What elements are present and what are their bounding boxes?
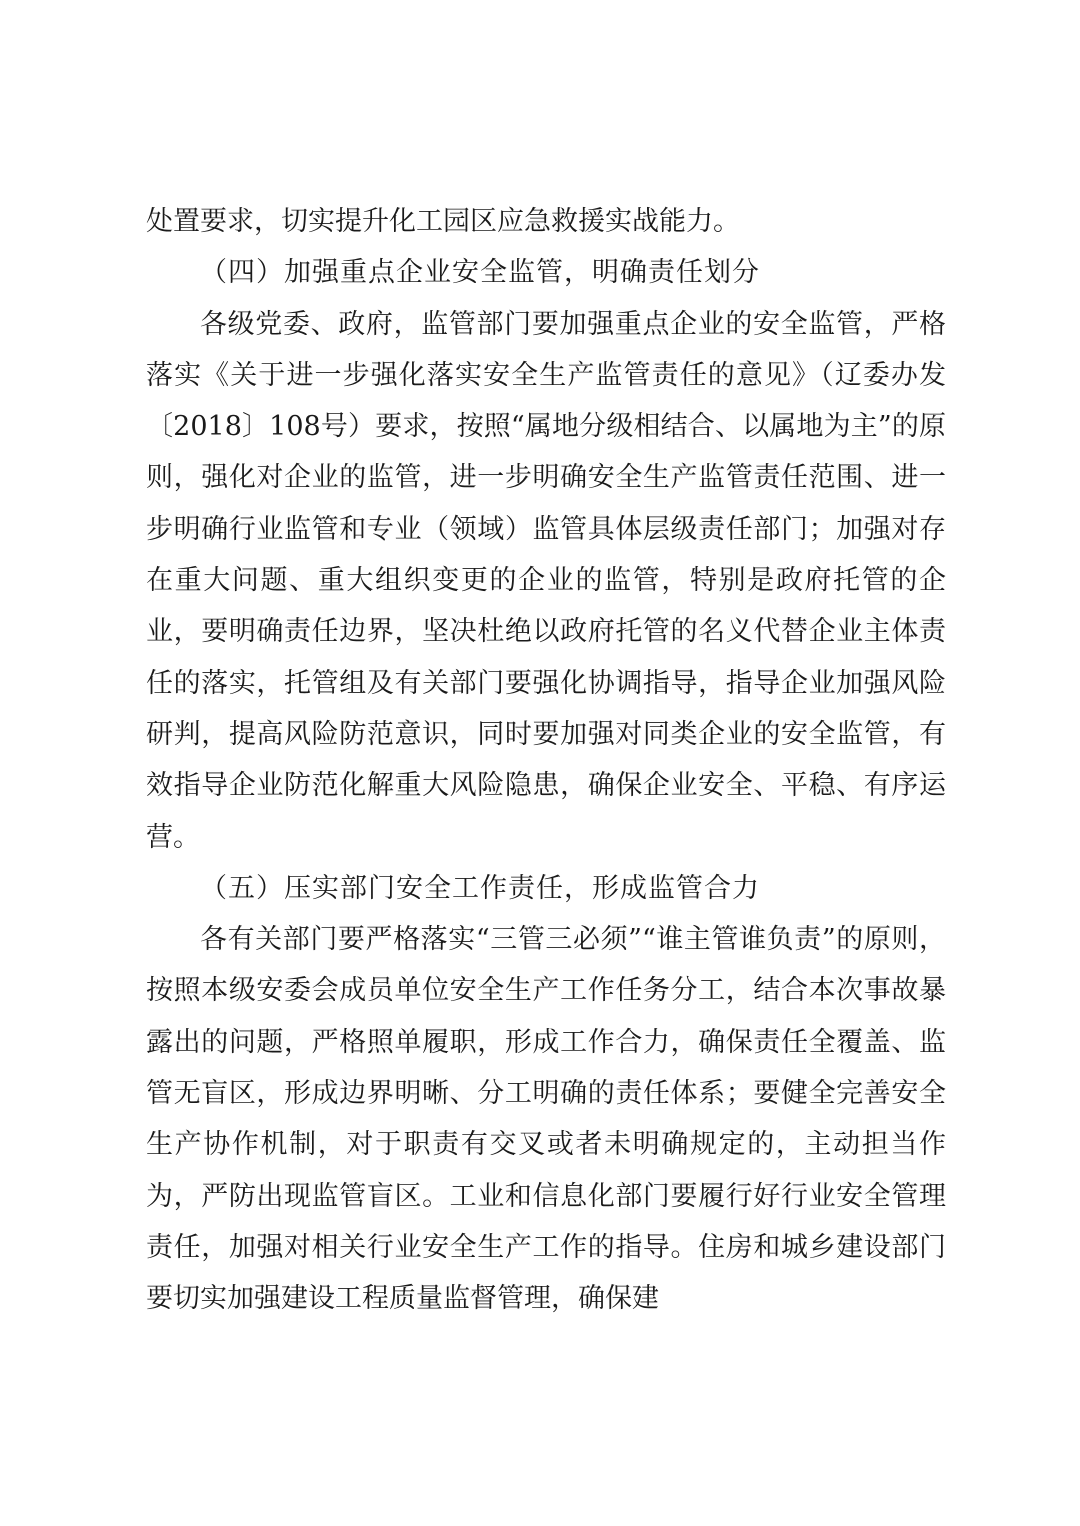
continued-paragraph: 处置要求，切实提升化工园区应急救援实战能力。 (146, 206, 740, 237)
section-heading-4: （四）加强重点企业安全监管，明确责任划分 (200, 257, 760, 289)
document-body (146, 196, 946, 1325)
section-heading-5: （五）压实部门安全工作责任，形成监管合力 (200, 872, 760, 904)
section-5-paragraph: 各有关部门要严格落实“三管三必须”“谁主管谁负责”的原则，按照本级安委会成员单位安全生产工作任务分工，结合本次事故暴露出的问题，严格照单履职，形成工作合力，确保责任全覆盖、监管无盲区，形成边界明晰、分工明确的责任体系；要健全完善安全生产协作机制，对于职责有交叉或者未明确规定的，主动担当作为，严防出现监管盲区。工业和信息化部门要履行好行业安全管理责任，加强对相关行业安全生产工作的指导。住房和城乡建设部门要切实加强建设工程质量监督管理，确保建 (146, 924, 946, 1315)
section-4-paragraph: 各级党委、政府，监管部门要加强重点企业的安全监管，严格落实《关于进一步强化落实安全生产监管责任的意见》（辽委办发〔2018〕108号）要求，按照“属地分级相结合、以属地为主”的原则，强化对企业的监管，进一步明确安全生产监管责任范围、进一步明确行业监管和专业（领域）监管具体层级责任部门；加强对存在重大问题、重大组织变更的企业的监管，特别是政府托管的企业，要明确责任边界，坚决杜绝以政府托管的名义代替企业主体责任的落实，托管组及有关部门要强化协调指导，指导企业加强风险研判，提高风险防范意识，同时要加强对同类企业的安全监管，有效指导企业防范化解重大风险隐患，确保企业安全、平稳、有序运营。 (146, 308, 946, 853)
